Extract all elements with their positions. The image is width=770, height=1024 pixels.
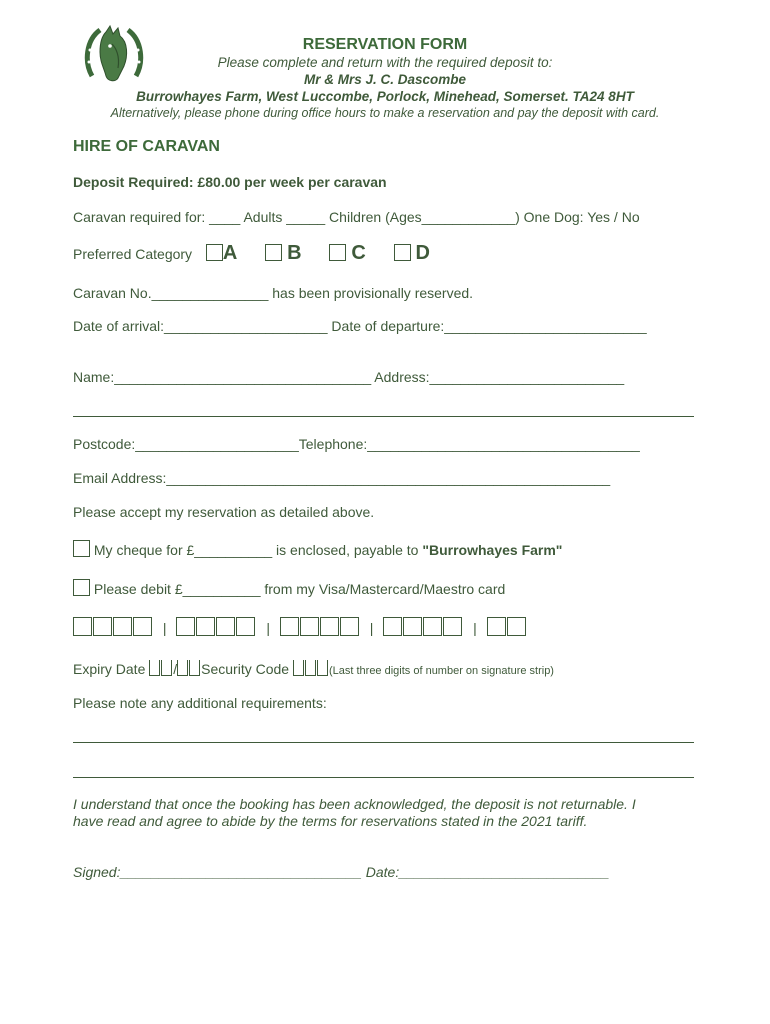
- signature-date-field[interactable]: Signed:_______________________________ Date:___________________________: [73, 864, 610, 880]
- card-group-separator: |: [162, 620, 167, 636]
- accept-statement: Please accept my reservation as detailed above.: [73, 504, 375, 520]
- card-digit-box[interactable]: [403, 617, 422, 636]
- requirements-line-2[interactable]: [73, 777, 694, 778]
- cheque-text: My cheque for £__________ is enclosed, payable to: [93, 542, 423, 558]
- category-a-checkbox[interactable]: [206, 244, 223, 261]
- card-digit-box[interactable]: [93, 617, 112, 636]
- address-continuation-line[interactable]: [73, 416, 694, 417]
- card-digit-box[interactable]: [507, 617, 526, 636]
- header-address: Burrowhayes Farm, West Luccombe, Porlock, Minehead, Somerset. TA24 8HT: [136, 89, 634, 104]
- card-digit-box[interactable]: [383, 617, 402, 636]
- header-alternative: Alternatively, please phone during office hours to make a reservation and pay the deposit with card.: [110, 106, 660, 120]
- category-b-checkbox[interactable]: [265, 244, 282, 261]
- category-a-label: A: [222, 242, 238, 264]
- category-b-label: B: [287, 242, 302, 264]
- card-digit-box[interactable]: [176, 617, 195, 636]
- expiry-month-box[interactable]: [161, 660, 172, 676]
- cheque-option: [73, 540, 562, 558]
- category-c-label: C: [351, 242, 366, 264]
- cheque-checkbox[interactable]: [73, 540, 90, 557]
- name-address-field[interactable]: Name:_________________________________ Address:_________________________: [73, 369, 625, 385]
- preferred-category-label: Preferred Category: [73, 246, 193, 262]
- deposit-required: Deposit Required: £80.00 per week per caravan: [73, 174, 387, 190]
- category-d-checkbox[interactable]: [394, 244, 411, 261]
- expiry-slash: /: [173, 661, 178, 677]
- card-digit-box[interactable]: [487, 617, 506, 636]
- declaration-line-2: have read and agree to abide by the terms for reservations stated in the 2021 tariff.: [73, 813, 588, 829]
- security-code-note: (Last three digits of number on signature strip): [328, 665, 554, 677]
- security-code-label: Security Code: [201, 661, 290, 677]
- postcode-telephone-field[interactable]: Postcode:_____________________Telephone:___________________________________: [73, 436, 640, 452]
- caravan-required-field[interactable]: Caravan required for: ____ Adults _____ Children (Ages____________) One Dog: Yes / No: [73, 209, 640, 225]
- card-digit-box[interactable]: [236, 617, 255, 636]
- preferred-category: [73, 242, 430, 265]
- debit-checkbox[interactable]: [73, 579, 90, 596]
- additional-requirements-label: Please note any additional requirements:: [73, 695, 327, 711]
- form-title: RESERVATION FORM: [302, 36, 468, 53]
- card-group-separator: |: [473, 620, 477, 636]
- card-group-separator: |: [369, 620, 374, 636]
- header-recipient: Mr & Mrs J. C. Dascombe: [303, 72, 467, 87]
- section-title: HIRE OF CARAVAN: [73, 138, 220, 155]
- card-digit-box[interactable]: [73, 617, 92, 636]
- expiry-year-box[interactable]: [189, 660, 200, 676]
- card-digit-box[interactable]: [196, 617, 215, 636]
- card-digit-box[interactable]: [300, 617, 319, 636]
- card-digit-box[interactable]: [216, 617, 235, 636]
- card-digit-box[interactable]: [340, 617, 359, 636]
- debit-text: Please debit £__________ from my Visa/Mastercard/Maestro card: [93, 581, 506, 597]
- card-digit-box[interactable]: [443, 617, 462, 636]
- card-digit-box[interactable]: [133, 617, 152, 636]
- security-digit-box[interactable]: [305, 660, 316, 676]
- expiry-security-row: [73, 660, 554, 677]
- declaration-line-1: I understand that once the booking has been acknowledged, the deposit is not returnable. I: [73, 796, 636, 812]
- card-digit-box[interactable]: [423, 617, 442, 636]
- category-d-label: D: [415, 242, 430, 264]
- dates-field[interactable]: Date of arrival:_____________________ Date of departure:__________________________: [73, 318, 647, 334]
- card-digit-box[interactable]: [280, 617, 299, 636]
- requirements-line-1[interactable]: [73, 742, 694, 743]
- card-digit-box[interactable]: [113, 617, 132, 636]
- expiry-month-box[interactable]: [149, 660, 160, 676]
- category-c-checkbox[interactable]: [329, 244, 346, 261]
- email-field[interactable]: Email Address:_________________________________________________________: [73, 470, 611, 486]
- card-group-separator: |: [266, 620, 270, 636]
- debit-option: [73, 579, 505, 597]
- security-digit-box[interactable]: [317, 660, 328, 676]
- card-number-field[interactable]: [73, 617, 527, 636]
- security-digit-box[interactable]: [293, 660, 304, 676]
- header-instruction: Please complete and return with the required deposit to:: [217, 55, 553, 70]
- card-digit-box[interactable]: [320, 617, 339, 636]
- cheque-payee: "Burrowhayes Farm": [422, 542, 563, 558]
- caravan-number-field[interactable]: Caravan No._______________ has been provisionally reserved.: [73, 285, 474, 301]
- expiry-label: Expiry Date: [73, 661, 146, 677]
- expiry-year-box[interactable]: [177, 660, 188, 676]
